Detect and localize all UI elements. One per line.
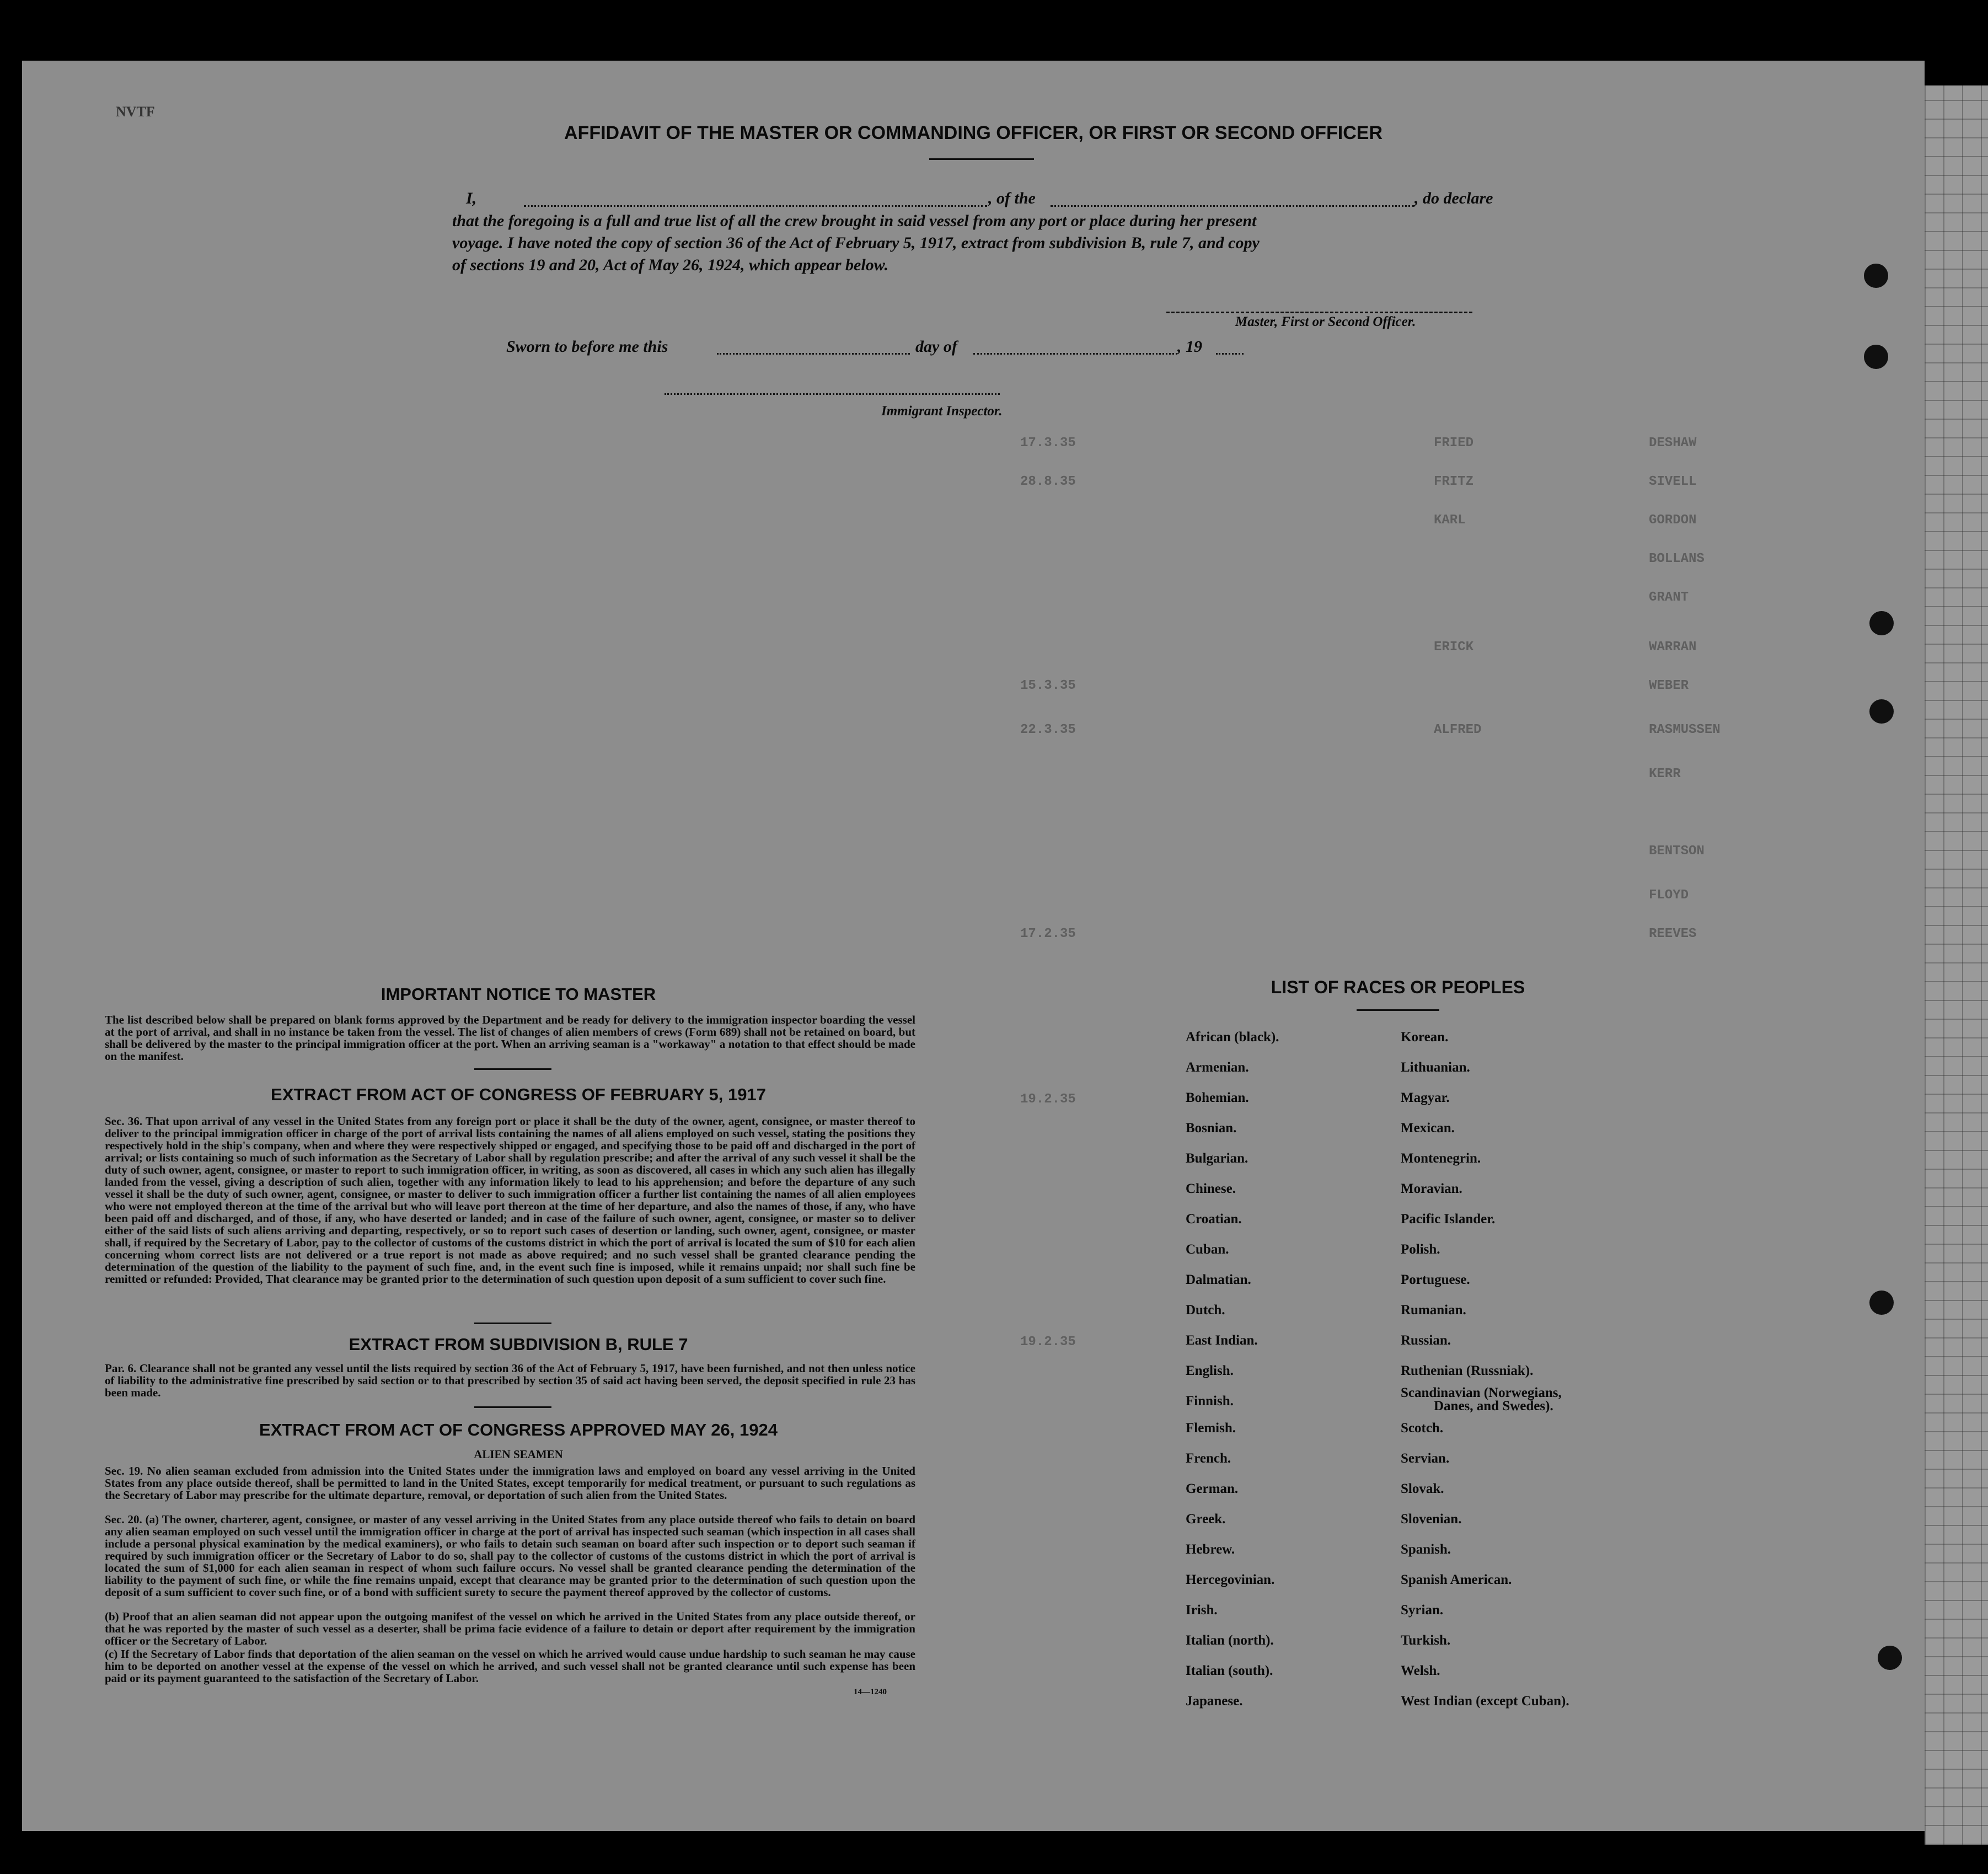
affidavit-title: AFFIDAVIT OF THE MASTER OR COMMANDING OFFICER, OR FIRST OR SECOND OFFICER (564, 122, 1383, 143)
punch-hole (1869, 699, 1894, 724)
race-item: Italian (south). (1186, 1663, 1273, 1678)
punch-hole (1878, 1646, 1902, 1670)
race-item: Flemish. (1186, 1421, 1236, 1436)
race-item: Hercegovinian. (1186, 1572, 1275, 1587)
race-item: Lithuanian. (1401, 1060, 1470, 1075)
divider (474, 1322, 551, 1324)
races-underline (1357, 1009, 1439, 1011)
race-item: Portuguese. (1401, 1272, 1470, 1287)
race-item: Japanese. (1186, 1694, 1243, 1709)
divider (474, 1406, 551, 1408)
race-item: Dalmatian. (1186, 1272, 1251, 1287)
inspector-signature-line[interactable] (665, 393, 1000, 395)
race-item: French. (1186, 1451, 1231, 1466)
bleed-through-page-edge (1925, 85, 1988, 1845)
race-item: Montenegrin. (1401, 1151, 1481, 1166)
race-item: Armenian. (1186, 1060, 1249, 1075)
race-item: Croatian. (1186, 1212, 1242, 1227)
race-item: Bosnian. (1186, 1121, 1237, 1136)
race-item: Rumanian. (1401, 1303, 1466, 1318)
extract-1917-text: Sec. 36. That upon arrival of any vessel in the United States from any foreign port or place it shall be the duty of the owner, agent, consignee, or master thereof to deliver to the principal immigration officer in charge of the port of arrival lists containing the names of all aliens employed on such vessel, stating the positions they respectively hold in the ship's company, when and where they were respectively shipped or engaged, and specifying those to be paid off and discharged in the port of arrival; or lists containing so much of such information as the Secretary of Labor shall by regulation prescribe; and after the arrival of any such vessel it shall be the duty of such owner, agent, consignee, or master to report to such immigration officer, in writing, as soon as discovered, all cases in which any such alien has illegally landed from the vessel, giving a description of such alien, together with any information likely to lead to his apprehension; and before the departure of any such vessel it shall be the duty of such owner, agent, consignee, or master to deliver to such immigration officer a further list containing the names of all alien employees who were not employed thereon at the time of the arrival but who will leave port thereon at the time of her departure, and also the names of those, if any, who have been paid off and discharged, and of those, if any, who have deserted or landed; and in case of the failure of such owner, agent, consignee, or master so to deliver either of the said lists of such aliens arriving and departing, respectively, or so to report such cases of desertion or landing, such owner, agent, consignee, or master shall, if required by the Secretary of Labor, pay to the collector of customs of the customs district in which the port of arrival is located the sum of $10 for each alien concerning whom correct lists are not delivered or a true report is not made as above required; and no such vessel shall be granted clearance pending the determination of the question of the liability to the payment of such fine, and, in the event such fine is imposed, while it remains unpaid; nor shall such fine be remitted or refunded: Provided, That clearance may be granted prior to the determination of such question upon deposit of a sum sufficient to cover such fine. (105, 1115, 915, 1286)
race-item: Irish. (1186, 1603, 1218, 1618)
race-item: Turkish. (1401, 1633, 1451, 1648)
race-item: German. (1186, 1481, 1239, 1496)
race-item: Bulgarian. (1186, 1151, 1248, 1166)
race-item: Pacific Islander. (1401, 1212, 1496, 1227)
sworn-month-field[interactable] (973, 353, 1177, 355)
master-caption: Master, First or Second Officer. (1235, 314, 1416, 329)
race-item: Greek. (1186, 1512, 1226, 1527)
race-item: Syrian. (1401, 1603, 1444, 1618)
declare-of: , of the (988, 189, 1036, 207)
race-item: Korean. (1401, 1030, 1449, 1045)
affidavit-line-2: that the foregoing is a full and true list of all the crew brought in said vessel from any port or place during her present (452, 212, 1257, 230)
race-item: East Indian. (1186, 1333, 1258, 1348)
race-item: Magyar. (1401, 1090, 1450, 1105)
race-item: Spanish. (1401, 1542, 1451, 1557)
notice-title: IMPORTANT NOTICE TO MASTER (381, 984, 656, 1004)
race-item: Cuban. (1186, 1242, 1229, 1257)
punch-hole (1864, 345, 1888, 369)
race-item: Scandinavian (Norwegians, (1401, 1385, 1562, 1400)
race-item: Polish. (1401, 1242, 1440, 1257)
punch-hole (1864, 264, 1888, 288)
affidavit-line-4: of sections 19 and 20, Act of May 26, 1924, which appear below. (452, 256, 889, 274)
master-signature-line[interactable] (1166, 312, 1472, 313)
sworn-date-field[interactable] (717, 353, 910, 355)
form-number: 14—1240 (854, 1688, 887, 1696)
declare-i: I, (466, 189, 477, 207)
inspector-caption: Immigrant Inspector. (881, 404, 1003, 419)
race-item: Finnish. (1186, 1394, 1234, 1409)
race-item: West Indian (except Cuban). (1401, 1694, 1569, 1709)
title-underline (929, 158, 1034, 160)
affidavit-line-3: voyage. I have noted the copy of section 36 of the Act of February 5, 1917, extract from subdivision B, rule 7, and copy (452, 234, 1260, 252)
race-item: Bohemian. (1186, 1090, 1249, 1105)
race-item: Russian. (1401, 1333, 1451, 1348)
race-item: Mexican. (1401, 1121, 1455, 1136)
name-field[interactable] (524, 205, 987, 207)
race-item: Slovenian. (1401, 1512, 1462, 1527)
extract-1924-sec20c: (c) If the Secretary of Labor finds that deportation of the alien seaman on the vessel on which he arrived would cause undue hardship to such seaman he may cause him to be deported on another vessel at the expense of the vessel on which he arrived, and such vessel shall not be granted clearance until such expense has been paid or its payment guaranteed to the satisfaction of the Secretary of Labor. (105, 1647, 915, 1685)
race-item: Dutch. (1186, 1303, 1225, 1318)
notice-text: The list described below shall be prepared on blank forms approved by the Department and be ready for delivery to the immigration inspector boarding the vessel at the port of arrival, and shall in no instance be taken from the vessel. The list of changes of alien members of crews (Form 689) shall not be retained on board, but shall be delivered by the master to the principal immigration officer at the port. When an arriving seaman is a "workaway" a notation to that effect should be made on the manifest. (105, 1013, 915, 1063)
extract-1924-sec20b: (b) Proof that an alien seaman did not appear upon the outgoing manifest of the vessel on which he arrived in the United States from any place outside thereof, or that he was reported by the master of such vessel as a deserter, shall be prima facie evidence of a failure to detain or deport after requirement by the immigration officer or the Secretary of Labor. (105, 1610, 915, 1647)
race-item: Danes, and Swedes). (1434, 1399, 1553, 1413)
race-item: English. (1186, 1363, 1234, 1378)
extract-1917-title: EXTRACT FROM ACT OF CONGRESS OF FEBRUARY 5, 1917 (271, 1085, 766, 1104)
extract-1924-sec20a: Sec. 20. (a) The owner, charterer, agent, consignee, or master of any vessel arriving in the United States from any place outside thereof who fails to detain on board any alien seaman employed on such vessel until the immigration officer in charge at the port of arrival has inspected such seaman (which inspection in all cases shall include a personal physical examination by the medical examiners), or who fails to detain such seaman on board after such inspection or to deport such seaman if required by such immigration officer or the Secretary of Labor to do so, shall pay to the collector of customs of the customs district in which the port of arrival is located the sum of $1,000 for each alien seaman in respect of whom such failure occurs. No vessel shall be granted clearance pending the determination of the liability to the payment of such fine, or while the fine remains unpaid, except that clearance may be granted prior to the determination of such question upon the deposit of a sum sufficient to cover such fine, or of a bond with sufficient surety to secure the payment thereof approved by the collector of customs. (105, 1513, 915, 1599)
race-item: Ruthenian (Russniak). (1401, 1363, 1534, 1378)
race-item: Scotch. (1401, 1421, 1444, 1436)
sworn-label: Sworn to before me this (506, 338, 668, 356)
race-item: Spanish American. (1401, 1572, 1512, 1587)
race-item: Welsh. (1401, 1663, 1440, 1678)
extract-1924-sec19: Sec. 19. No alien seaman excluded from admission into the United States under the immigration laws and employed on board any vessel arriving in the United States from any place outside thereof, shall be permitted to land in the United States, except temporarily for medical treatment, or pursuant to such regulations as the Secretary of Labor may prescribe for the ultimate departure, removal, or deportation of such alien from the United States. (105, 1464, 915, 1502)
sworn-year-prefix: , 19 (1177, 338, 1202, 356)
race-item: Hebrew. (1186, 1542, 1235, 1557)
extract-1924-title: EXTRACT FROM ACT OF CONGRESS APPROVED MAY 26, 1924 (259, 1420, 778, 1439)
sworn-year-field[interactable] (1216, 353, 1244, 355)
race-item: Moravian. (1401, 1181, 1462, 1196)
extract-rule7-text: Par. 6. Clearance shall not be granted any vessel until the lists required by section 36 of the Act of February 5, 1917, have been furnished, and not then unless notice of liability to the administrative fine prescribed by said section or to that prescribed by section 35 of said act having been served, the deposit specified in rule 23 has been made. (105, 1362, 915, 1399)
race-item: Slovak. (1401, 1481, 1444, 1496)
punch-hole (1869, 1291, 1894, 1315)
race-item: Italian (north). (1186, 1633, 1274, 1648)
races-title: LIST OF RACES OR PEOPLES (1271, 977, 1525, 997)
vessel-field[interactable] (1051, 205, 1414, 207)
sworn-day-of: day of (915, 338, 957, 356)
punch-hole (1869, 611, 1894, 635)
race-item: Servian. (1401, 1451, 1450, 1466)
divider (474, 1068, 551, 1070)
race-item: African (black). (1186, 1030, 1279, 1045)
declare-end: , do declare (1414, 189, 1493, 207)
corner-mark: NVTF (116, 104, 155, 120)
alien-seamen-subtitle: ALIEN SEAMEN (474, 1448, 563, 1461)
extract-rule7-title: EXTRACT FROM SUBDIVISION B, RULE 7 (349, 1335, 688, 1354)
race-item: Chinese. (1186, 1181, 1236, 1196)
